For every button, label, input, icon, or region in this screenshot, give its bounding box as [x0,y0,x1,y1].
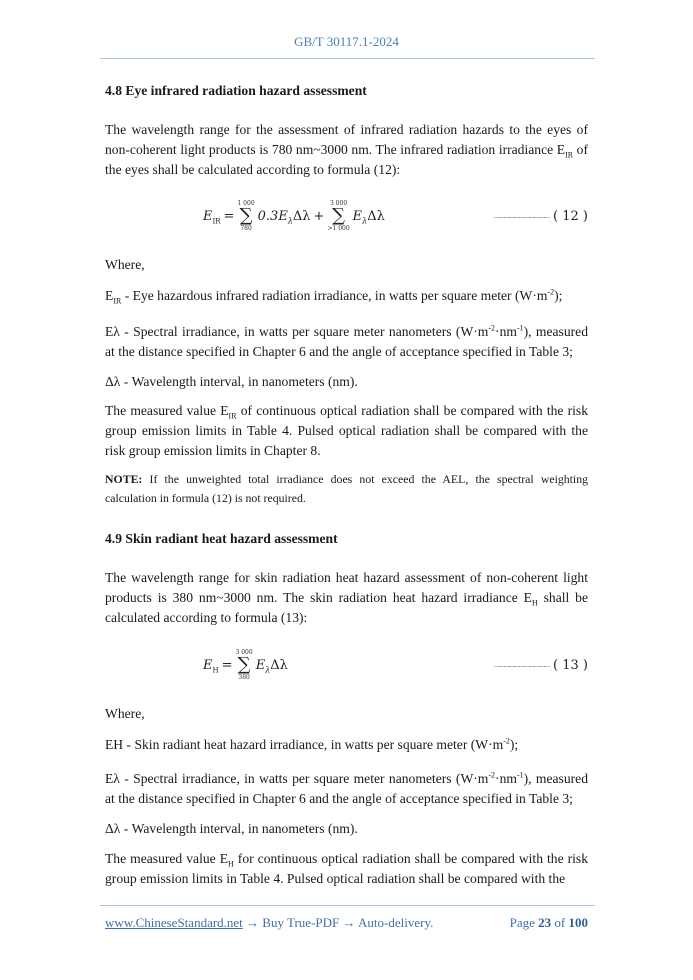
note: NOTE: If the unweighted total irradiance does not exceed the AEL, the spectral weighting calculation in formula (12) is not required. [105,472,588,505]
definition-eh: EH - Skin radiant heat hazard irradiance, in watts per square meter $(W\cdot m^{-2})$; [105,736,519,752]
definition-eir: $E_{IR}$ - Eye hazardous infrared radiation irradiance, in watts per square meter $(W\cdot m^{-2})$; [105,287,563,306]
header-rule [100,58,595,59]
definition-delta-lambda: Δλ - Wavelength interval, in nanometers (nm). [105,374,358,389]
paragraph-intro-4-9: The wavelength range for skin radiation heat hazard assessment of non-coherent light products is 380 nm~3000 nm. The skin radiation heat hazard irradiance $E_H$ shall be calculated according to formula (13): [105,570,588,625]
leader-dots: …………………………… [494,212,550,220]
where-label: Where, [105,257,145,272]
website-link[interactable]: www.ChineseStandard.net [105,915,243,930]
formula-number: ( 12 ) [553,208,588,224]
leader-dots: …………………………… [494,661,550,669]
definition-delta-lambda: Δλ - Wavelength interval, in nanometers (nm). [105,821,358,836]
footer-rule [100,905,595,906]
definition-elambda: Eλ - Spectral irradiance, in watts per square meter nanometers $(W\cdot m^{-2}\cdot nm^{-1})$, measured at the distance specified in Chapter 6 and the angle of acceptance specified in Table 3; [105,323,588,359]
paragraph-measured-4-9: The measured value $E_H$ for continuous optical radiation shall be compared with the risk group emission limits in Table 4. Pulsed optical radiation shall be compared with the [105,851,589,886]
section-heading-4-8: 4.8 Eye infrared radiation hazard assessment [105,83,367,98]
formula-12: $E_{IR}$ = 1 000 ∑ 780 $0.3E_\lambda\Delta\lambda$ + 3 000 ∑ >1 000 $E_\lambda\Delta\lambda$ …………………………… ( 12 ) [203,200,588,232]
section-heading-4-9: 4.9 Skin radiant heat hazard assessment [105,531,338,546]
content [105,82,588,889]
paragraph-measured-4-8: The measured value $E_{IR}$ of continuous optical radiation shall be compared with the risk group emission limits in Table 4. Pulsed optical radiation shall be compared with the risk group emission limits in Chapter 8. [105,403,589,458]
doc-header: GB/T 30117.1-2024 [294,34,399,49]
footer: www.ChineseStandard.net → Buy True-PDF → Auto-delivery. Page 23 of 100 [105,915,588,930]
definition-elambda: Eλ - Spectral irradiance, in watts per square meter nanometers $(W\cdot m^{-2}\cdot nm^{-1})$, measured at the distance specified in Chapter 6 and the angle of acceptance specified in Table 3; [105,770,588,806]
where-label: Where, [105,706,145,721]
paragraph-intro-4-8: The wavelength range for the assessment of infrared radiation hazards to the eyes of non-coherent light products is 780 nm~3000 nm. The infrared radiation irradiance $E_{IR}$ of the eyes shall be calculated according to formula (12): [105,122,588,177]
formula-number: ( 13 ) [553,657,588,673]
page-indicator: Page 23 of 100 [509,915,588,930]
formula-13: $E_H$ = 3 000 ∑ 380 $E_\lambda\Delta\lambda$ …………………………… ( 13 ) [203,649,588,681]
